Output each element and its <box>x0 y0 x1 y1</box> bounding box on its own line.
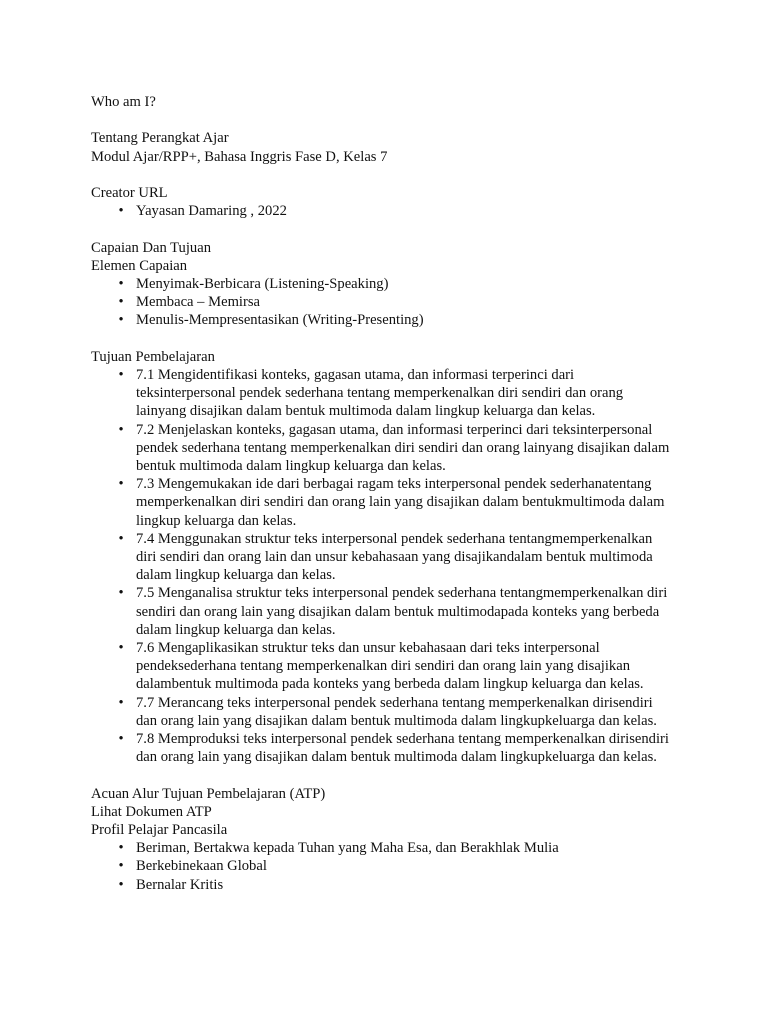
document-body <box>91 93 691 894</box>
list-item-text: 7.2 Menjelaskan konteks, gagasan utama, dan informasi terperinci dari teksinterpersonal pendek sederhana tentang memperkenalkan diri sendiri dan orang lainyang disajikan dalam bentuk multimoda dalam lingkup keluarga dan kelas. <box>136 421 670 474</box>
list-item-text: Beriman, Bertakwa kepada Tuhan yang Maha Esa, dan Berakhlak Mulia <box>136 840 559 857</box>
perangkat-heading: Tentang Perangkat Ajar <box>91 130 229 147</box>
list-item-text: 7.1 Mengidentifikasi konteks, gagasan utama, dan informasi terperinci dari teksinterpersonal pendek sederhana tentang memperkenalkan diri sendiri dan orang lainyang disajikan dalam bentuk multimoda dalam lingkup keluarga dan kelas. <box>136 366 624 420</box>
list-item <box>91 639 691 694</box>
list-item <box>91 275 691 293</box>
list-item <box>91 730 691 766</box>
bullet-icon: • <box>118 731 124 748</box>
spacer <box>91 330 691 348</box>
bullet-icon: • <box>118 640 124 657</box>
list-item-text: 7.8 Memproduksi teks interpersonal pendek sederhana tentang memperkenalkan dirisendiri dan orang lain yang disajikan dalam bentuk multimoda dalam lingkupkeluarga dan kelas. <box>136 731 669 766</box>
list-item <box>91 584 691 639</box>
bullet-icon: • <box>118 858 124 875</box>
bullet-icon: • <box>118 203 124 220</box>
bullet-icon: • <box>118 421 124 438</box>
spacer <box>91 111 691 129</box>
list-item-text: 7.7 Merancang teks interpersonal pendek sederhana tentang memperkenalkan dirisendiri dan orang lain yang disajikan dalam bentuk multimoda dalam lingkupkeluarga dan kelas. <box>136 694 657 729</box>
list-item-text: 7.3 Mengemukakan ide dari berbagai ragam teks interpersonal pendek sederhanatentang memperkenalkan diri sendiri dan orang lain yang disajikan dalam bentukmultimoda dalam lingkup keluarga dan kelas. <box>136 476 665 529</box>
bullet-icon: • <box>118 585 124 602</box>
list-item <box>91 694 691 730</box>
list-item-text: Menyimak-Berbicara (Listening-Speaking) <box>136 275 389 292</box>
list-item-text: Membaca – Memirsa <box>136 294 261 311</box>
tujuan-list <box>91 366 691 766</box>
list-item-text: Menulis-Mempresentasikan (Writing-Presenting) <box>136 312 424 329</box>
list-item <box>91 421 691 476</box>
bullet-icon: • <box>118 312 124 329</box>
capaian-heading: Capaian Dan Tujuan <box>91 239 211 256</box>
creator-list <box>91 202 691 220</box>
list-item <box>91 839 691 857</box>
document-title: Who am I? <box>91 94 156 110</box>
bullet-icon: • <box>118 476 124 493</box>
spacer <box>91 220 691 238</box>
list-item-text: 7.6 Mengaplikasikan struktur teks dan unsur kebahasaan dari teks interpersonal pendeksederhana tentang memperkenalkan diri sendiri dan orang lain yang disajikan dalambentuk multimoda pada konteks yang berbeda dalam lingkup keluarga dan kelas. <box>136 640 644 693</box>
bullet-icon: • <box>118 840 124 857</box>
list-item-text: Yayasan Damaring , 2022 <box>136 203 287 220</box>
list-item <box>91 311 691 329</box>
list-item-text: 7.5 Menganalisa struktur teks interpersonal pendek sederhana tentangmemperkenalkan diri sendiri dan orang lain yang disajikan dalam bentuk multimodapada konteks yang berbeda dalam lingkup keluarga dan kelas. <box>136 585 668 638</box>
list-item-text: Berkebinekaan Global <box>136 858 267 875</box>
creator-heading: Creator URL <box>91 184 168 201</box>
spacer <box>91 166 691 184</box>
bullet-icon: • <box>118 694 124 711</box>
bullet-icon: • <box>118 366 124 383</box>
list-item <box>91 857 691 875</box>
list-item <box>91 876 691 894</box>
atp-detail: Lihat Dokumen ATP <box>91 803 212 820</box>
list-item <box>91 202 691 220</box>
bullet-icon: • <box>118 530 124 547</box>
list-item <box>91 293 691 311</box>
perangkat-detail: Modul Ajar/RPP+, Bahasa Inggris Fase D, Kelas 7 <box>91 148 388 165</box>
list-item <box>91 530 691 585</box>
list-item <box>91 366 691 421</box>
spacer <box>91 766 691 784</box>
list-item <box>91 475 691 530</box>
atp-heading: Acuan Alur Tujuan Pembelajaran (ATP) <box>91 785 326 802</box>
list-item-text: 7.4 Menggunakan struktur teks interpersonal pendek sederhana tentangmemperkenalkan diri sendiri dan orang lain dan unsur kebahasaan yang disajikandalam bentuk multimoda dalam lingkup keluarga dan kelas. <box>136 530 653 584</box>
bullet-icon: • <box>118 876 124 893</box>
elemen-heading: Elemen Capaian <box>91 257 188 274</box>
elemen-list <box>91 275 691 330</box>
list-item-text: Bernalar Kritis <box>136 876 224 893</box>
profil-heading: Profil Pelajar Pancasila <box>91 822 228 839</box>
tujuan-heading: Tujuan Pembelajaran <box>91 348 215 365</box>
profil-list <box>91 839 691 894</box>
bullet-icon: • <box>118 294 124 311</box>
bullet-icon: • <box>118 275 124 292</box>
